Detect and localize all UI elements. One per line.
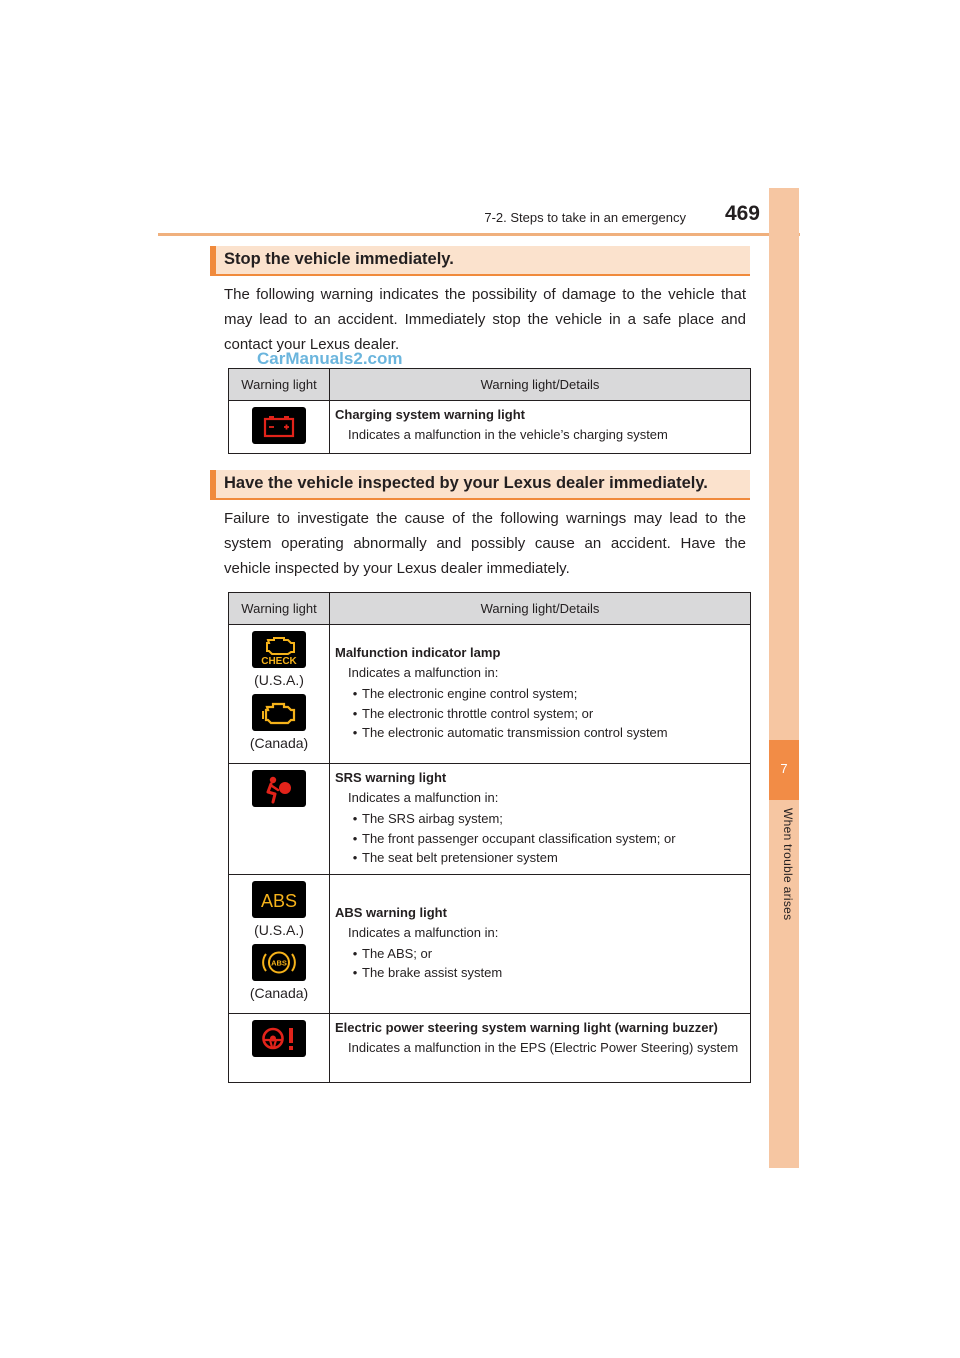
lamp-description: Indicates a malfunction in:: [348, 790, 499, 805]
icon-cell: [229, 764, 330, 875]
chapter-number: 7: [769, 740, 799, 800]
battery-icon: [252, 407, 306, 444]
region-label: (U.S.A.): [254, 672, 304, 688]
lamp-description: Indicates a malfunction in the EPS (Electric Power Steering) system: [348, 1039, 739, 1055]
steering-warning-icon: [252, 1020, 306, 1057]
section-heading-stop: [210, 246, 750, 276]
detail-cell: [330, 1013, 751, 1082]
region-label: (U.S.A.): [254, 921, 304, 938]
table-header-row: [229, 593, 751, 625]
abs-text-icon: [252, 881, 306, 918]
srs-airbag-icon: [252, 770, 306, 807]
section2-paragraph: Failure to investigate the cause of the following warnings may lead to the system operating abnormally and possibly cause an accident. Have the vehicle inspected by your Lexus dealer immediately.: [224, 510, 746, 577]
list-item: • The electronic throttle control system; or: [348, 704, 744, 724]
bullet-list: [335, 684, 744, 743]
lamp-description: Indicates a malfunction in the vehicle’s charging system: [348, 427, 668, 442]
detail-cell: [330, 764, 751, 875]
table-header-row: [229, 369, 751, 401]
list-item: • The SRS airbag system;: [348, 809, 744, 829]
icon-cell: [229, 874, 330, 1013]
icon-cell: [229, 625, 330, 764]
list-item: • The ABS; or: [348, 944, 744, 964]
check-engine-icon: [252, 631, 306, 668]
warning-table-stop: [228, 368, 751, 454]
detail-cell: [330, 401, 751, 454]
list-item: • The seat belt pretensioner system: [348, 848, 744, 868]
page-number: 469: [724, 202, 760, 225]
lamp-title: ABS warning light: [335, 904, 447, 920]
chapter-title: When trouble arises: [781, 808, 795, 921]
lamp-description: Indicates a malfunction in:: [348, 665, 499, 681]
header-rule: [158, 233, 800, 236]
watermark: CarManuals2.com: [257, 349, 403, 368]
svg-text:ABS: ABS: [260, 890, 298, 911]
table-row: [229, 625, 751, 764]
section-heading-text: Have the vehicle inspected by your Lexus dealer immediately.: [224, 474, 708, 492]
bullet-list: [335, 809, 744, 868]
list-item: • The brake assist system: [348, 963, 744, 983]
lamp-description: Indicates a malfunction in:: [348, 924, 499, 940]
column-header: Warning light: [229, 593, 330, 625]
column-header: Warning light: [229, 369, 330, 401]
engine-icon: [252, 694, 306, 731]
warning-table-inspect: [228, 592, 751, 1083]
lamp-title: Malfunction indicator lamp: [335, 645, 501, 661]
list-item: • The electronic automatic transmission control system: [348, 723, 744, 743]
detail-cell: [330, 874, 751, 1013]
header-section-title: 7-2. Steps to take in an emergency: [484, 210, 686, 225]
table-row: [229, 1013, 751, 1082]
detail-cell: [330, 625, 751, 764]
list-item: • The front passenger occupant classification system; or: [348, 829, 744, 849]
bullet-list: [335, 944, 744, 983]
icon-cell: [229, 401, 330, 454]
icon-cell: [229, 1013, 330, 1082]
region-label: (Canada): [249, 984, 309, 1001]
chapter-side-tab: [769, 188, 799, 1168]
lamp-title: Charging system warning light: [335, 407, 525, 422]
svg-text:ABS: ABS: [271, 958, 287, 967]
list-item: • The electronic engine control system;: [348, 684, 744, 704]
section1-paragraph: The following warning indicates the possibility of damage to the vehicle that may lead to an accident. Immediately stop the vehicle in a safe place and contact your Lexus dealer.: [224, 286, 746, 353]
section-heading-text: Stop the vehicle immediately.: [224, 250, 454, 268]
abs-circle-icon: [252, 944, 306, 981]
lamp-title: Electric power steering system warning light (warning buzzer): [335, 1019, 718, 1035]
column-header: Warning light/Details: [330, 369, 751, 401]
lamp-title: SRS warning light: [335, 770, 447, 785]
table-row: [229, 874, 751, 1013]
column-header: Warning light/Details: [330, 593, 751, 625]
table-row: [229, 401, 751, 454]
svg-text:CHECK: CHECK: [261, 656, 297, 667]
section-heading-inspect: [210, 470, 750, 500]
table-row: [229, 764, 751, 875]
page-header: [158, 200, 800, 236]
region-label: (Canada): [249, 735, 309, 751]
